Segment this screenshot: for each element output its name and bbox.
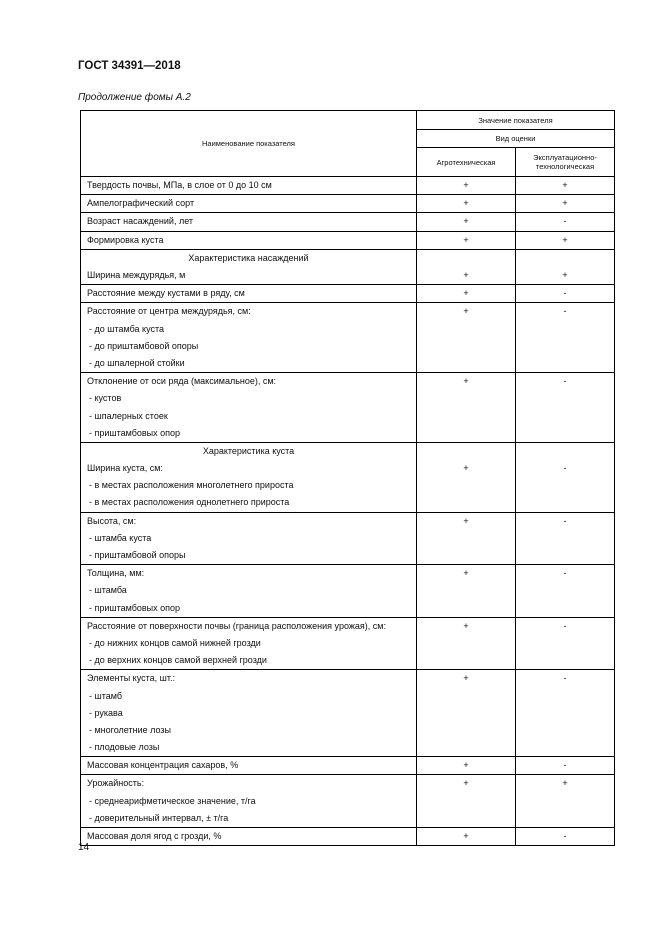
agro-value-cell: + — [417, 195, 516, 213]
table-row — [81, 757, 615, 775]
indicator-sub-label: - штамба куста — [89, 532, 152, 543]
indicator-label: Ампелографический сорт — [87, 198, 195, 209]
oper-value-cell: - — [516, 565, 615, 618]
indicator-label: Ширина куста, см: — [87, 463, 163, 474]
oper-value-cell: + — [516, 177, 615, 195]
oper-value-cell: - — [516, 512, 615, 565]
indicator-sub-label: - штамба — [89, 585, 127, 596]
indicator-name-cell — [81, 303, 417, 373]
agro-value-cell: + — [417, 670, 516, 757]
document-code: ГОСТ 34391—2018 — [78, 60, 181, 72]
oper-value-cell: + — [516, 249, 615, 284]
table-row — [81, 285, 615, 303]
indicator-name-cell — [81, 565, 417, 618]
agro-value-cell: + — [417, 617, 516, 670]
indicator-sub-label: - шпалерных стоек — [89, 410, 168, 421]
table-row — [81, 303, 615, 373]
agro-value-cell: + — [417, 828, 516, 846]
table-row — [81, 775, 615, 828]
indicator-label: Твердость почвы, МПа, в слое от 0 до 10 см — [87, 180, 272, 190]
table-row — [81, 828, 615, 846]
indicator-label: Расстояние от центра междурядья, см: — [87, 306, 251, 317]
indicator-name-cell — [81, 828, 417, 846]
indicator-name-cell — [81, 670, 417, 757]
indicator-name-cell — [81, 249, 417, 284]
table-row — [81, 565, 615, 618]
agro-value-cell: + — [417, 512, 516, 565]
oper-value-cell: - — [516, 670, 615, 757]
indicator-sub-label: - до штамба куста — [89, 323, 165, 334]
indicator-name-cell — [81, 757, 417, 775]
oper-value-cell: + — [516, 775, 615, 828]
agro-value-cell: + — [417, 285, 516, 303]
table-row — [81, 442, 615, 512]
indicator-sub-label: - среднеарифметическое значение, т/га — [89, 795, 256, 806]
indicator-sub-label: - доверительный интервал, ± т/га — [89, 812, 229, 823]
indicator-name-cell — [81, 775, 417, 828]
indicator-sub-label: - до приштамбовой опоры — [89, 340, 199, 351]
indicator-name-cell — [81, 195, 417, 213]
agro-value-cell: + — [417, 249, 516, 284]
section-heading: Характеристика куста — [202, 445, 295, 456]
page-number: 14 — [78, 842, 90, 853]
indicator-name-cell — [81, 213, 417, 231]
indicator-sub-label: - приштамбовых опор — [89, 427, 181, 438]
table-row — [81, 617, 615, 670]
oper-value-cell: - — [516, 373, 615, 443]
agro-value-cell: + — [417, 213, 516, 231]
indicator-name-cell — [81, 512, 417, 565]
oper-value-cell: - — [516, 757, 615, 775]
agro-value-cell: + — [417, 757, 516, 775]
indicator-sub-label: - многолетние лозы — [89, 724, 171, 735]
indicator-label: Толщина, мм: — [87, 568, 145, 579]
indicator-sub-label: - в местах расположения многолетнего прироста — [89, 480, 294, 491]
table-row — [81, 231, 615, 249]
indicator-sub-label: - рукава — [89, 707, 123, 718]
indicator-sub-label: - плодовые лозы — [89, 742, 160, 753]
indicator-label: Ширина междурядья, м — [87, 270, 186, 280]
indicator-name-cell — [81, 231, 417, 249]
indicator-name-cell — [81, 177, 417, 195]
table-row — [81, 249, 615, 284]
column-header-value: Значение показателя — [417, 111, 615, 130]
indicator-sub-label: - до шпалерной стойки — [89, 357, 185, 368]
indicator-label: Отклонение от оси ряда (максимальное), см: — [87, 376, 277, 387]
indicator-label: Высота, см: — [87, 515, 137, 526]
agro-value-cell: + — [417, 565, 516, 618]
indicator-label: Расстояние между кустами в ряду, см — [87, 288, 245, 299]
agro-value-cell: + — [417, 231, 516, 249]
agro-value-cell: + — [417, 373, 516, 443]
agro-value-cell: + — [417, 775, 516, 828]
indicator-sub-label: - штамб — [89, 690, 122, 701]
indicator-sub-label: - до нижних концов самой нижней грозди — [89, 637, 261, 648]
oper-value-cell: - — [516, 442, 615, 512]
indicator-sub-label: - до верхних концов самой верхней грозди — [89, 655, 267, 666]
column-header-eval-type: Вид оценки — [417, 130, 615, 148]
table-row — [81, 177, 615, 195]
table-row — [81, 213, 615, 231]
indicator-sub-label: - приштамбовых опор — [89, 602, 181, 613]
oper-value-cell: + — [516, 231, 615, 249]
table-row — [81, 670, 615, 757]
agro-value-cell: + — [417, 303, 516, 373]
section-heading: Характеристика насаждений — [188, 252, 309, 263]
indicator-label: Массовая доля ягод с грозди, % — [87, 831, 222, 842]
table-caption: Продолжение фомы А.2 — [78, 92, 191, 103]
indicator-sub-label: - приштамбовой опоры — [89, 550, 186, 561]
indicator-sub-label: - в местах расположения однолетнего прироста — [89, 497, 290, 508]
agro-value-cell: + — [417, 442, 516, 512]
oper-value-cell: - — [516, 285, 615, 303]
indicator-label: Возраст насаждений, лет — [87, 216, 194, 227]
indicator-name-cell — [81, 442, 417, 512]
indicator-name-cell — [81, 617, 417, 670]
table-row — [81, 512, 615, 565]
indicator-label: Расстояние от поверхности почвы (граница расположения урожая), см: — [87, 620, 386, 631]
column-header-oper: Эксплуатационно-технологическая — [516, 148, 615, 177]
table-row — [81, 195, 615, 213]
oper-value-cell: + — [516, 195, 615, 213]
oper-value-cell: - — [516, 213, 615, 231]
indicator-label: Формировка куста — [87, 234, 164, 245]
column-header-agro: Агротехническая — [417, 148, 516, 177]
column-header-name: Наименование показателя — [81, 111, 417, 177]
indicator-label: Элементы куста, шт.: — [87, 673, 175, 684]
table-row — [81, 373, 615, 443]
indicators-table — [80, 110, 615, 846]
indicator-name-cell — [81, 285, 417, 303]
oper-value-cell: - — [516, 828, 615, 846]
indicator-label: Массовая концентрация сахаров, % — [87, 760, 239, 771]
indicator-name-cell — [81, 373, 417, 443]
indicator-sub-label: - кустов — [89, 393, 122, 404]
indicator-label: Урожайность: — [87, 778, 145, 789]
oper-value-cell: - — [516, 303, 615, 373]
agro-value-cell: + — [417, 177, 516, 195]
oper-value-cell: - — [516, 617, 615, 670]
